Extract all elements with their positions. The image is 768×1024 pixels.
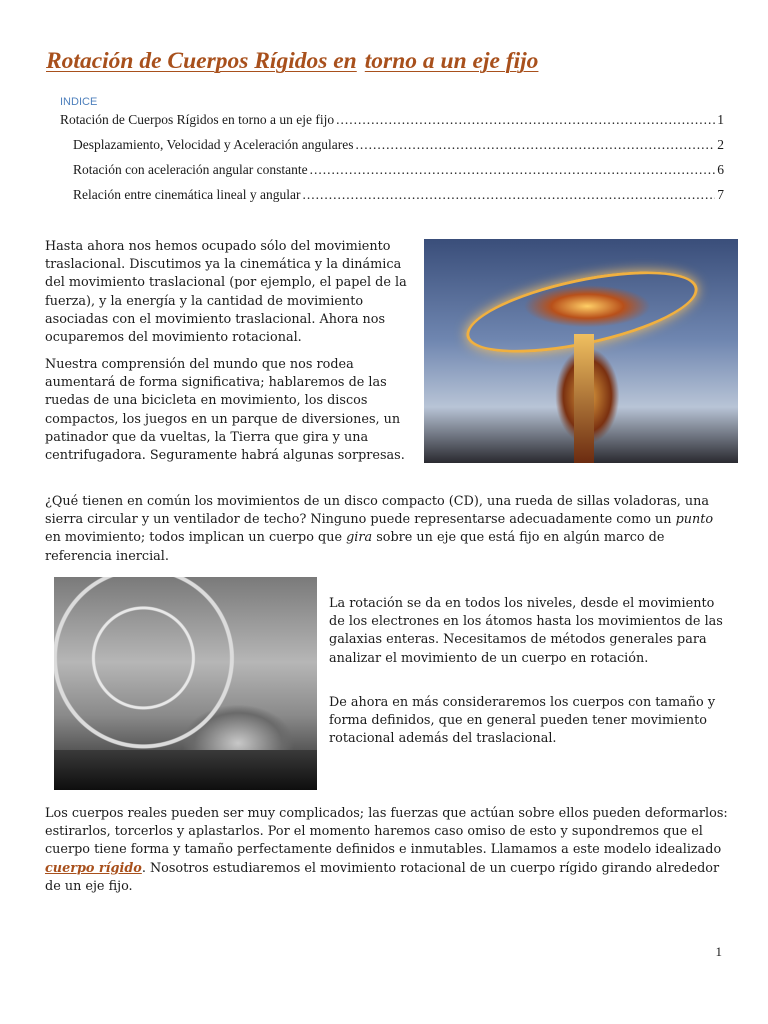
bodies-definition-paragraph: De ahora en más consideraremos los cuerpos con tamaño y forma definidos, que en general pueden tener movimiento rotacional además del traslacional. [329, 695, 716, 747]
toc-entry-label: Relación entre cinemática lineal y angular [73, 187, 301, 202]
italic-term-punto: punto [675, 512, 714, 528]
toc-entry-page: 1 [717, 112, 724, 127]
italic-term-gira: gira [346, 530, 373, 546]
toc-entry-page: 6 [717, 162, 724, 177]
toc-entry-page: 7 [717, 187, 724, 202]
ferris-wheel-photo [54, 577, 317, 790]
toc-leader [356, 137, 716, 153]
intro-paragraph: Hasta ahora nos hemos ocupado sólo del movimiento traslacional. Discutimos ya la cinemática y la dinámica del movimiento traslacional (por ejemplo, el papel de la fuerza), y la energía y la cantidad de movimiento asociadas con el movimiento traslacional. Ahora nos ocuparemos del movimiento rotacional. [45, 239, 407, 346]
text-run: Los cuerpos reales pueden ser muy complicados; las fuerzas que actúan sobre ellos pueden deformarlos: estirarlos, torcerlos y aplastarlos. Por el momento haremos caso omiso de esto y supondremos que el cuerpo tiene forma y tamaño perfectamente definidos e inmutables. Llamamos a este modelo idealizado [45, 806, 728, 858]
text-run: ¿Qué tienen en común los movimientos de un disco compacto (CD), una rueda de sillas voladoras, una sierra circular y un ventilador de techo? Ninguno puede representarse adecuadamente como un [45, 494, 710, 528]
page-title [46, 48, 746, 75]
toc-leader [310, 162, 716, 178]
rotation-levels-paragraph: La rotación se da en todos los niveles, desde el movimiento de los electrones en los átomos hasta los movimientos de las galaxias enteras. Necesitamos de métodos generales para analizar el movimiento de un cuerpo en rotación. [329, 596, 723, 666]
rigid-body-paragraph [45, 805, 735, 896]
text-run: sobre un eje que está fijo en algún marco de referencia inercial. [45, 530, 665, 564]
title-part-2: torno a un eje fijo [364, 48, 539, 74]
swing-ride-photo [424, 239, 738, 463]
toc-leader [303, 187, 716, 203]
toc-entry-label: Rotación de Cuerpos Rígidos en torno a un eje fijo [60, 112, 335, 127]
title-part-1: Rotación de Cuerpos Rígidos en [46, 48, 357, 74]
rigid-body-term: cuerpo rígido [45, 860, 142, 876]
toc-entry-label: Desplazamiento, Velocidad y Aceleración angulares [73, 137, 354, 152]
toc-entry-label: Rotación con aceleración angular constante [73, 162, 308, 177]
toc-entry-4[interactable] [73, 187, 724, 203]
toc-entry-1[interactable] [60, 112, 724, 128]
understanding-paragraph: Nuestra comprensión del mundo que nos rodea aumentará de forma significativa; hablaremos de las ruedas de una bicicleta en movimiento, los discos compactos, los juegos en un parque de diversiones, un patinador que da vueltas, la Tierra que gira y una centrifugadora. Seguramente habrá algunas sorpresas. [45, 357, 405, 464]
toc-entry-2[interactable] [73, 137, 724, 153]
common-motion-paragraph [45, 493, 725, 566]
toc-entry-page: 2 [717, 137, 724, 152]
toc-leader [336, 112, 715, 128]
text-run: en movimiento; todos implican un cuerpo que [45, 530, 347, 546]
toc-entry-3[interactable] [73, 162, 724, 178]
page-number: 1 [715, 944, 722, 959]
text-run: . Nosotros estudiaremos el movimiento rotacional de un cuerpo rígido girando alrededor de un eje fijo. [45, 860, 720, 894]
toc-heading: INDICE [60, 96, 98, 108]
